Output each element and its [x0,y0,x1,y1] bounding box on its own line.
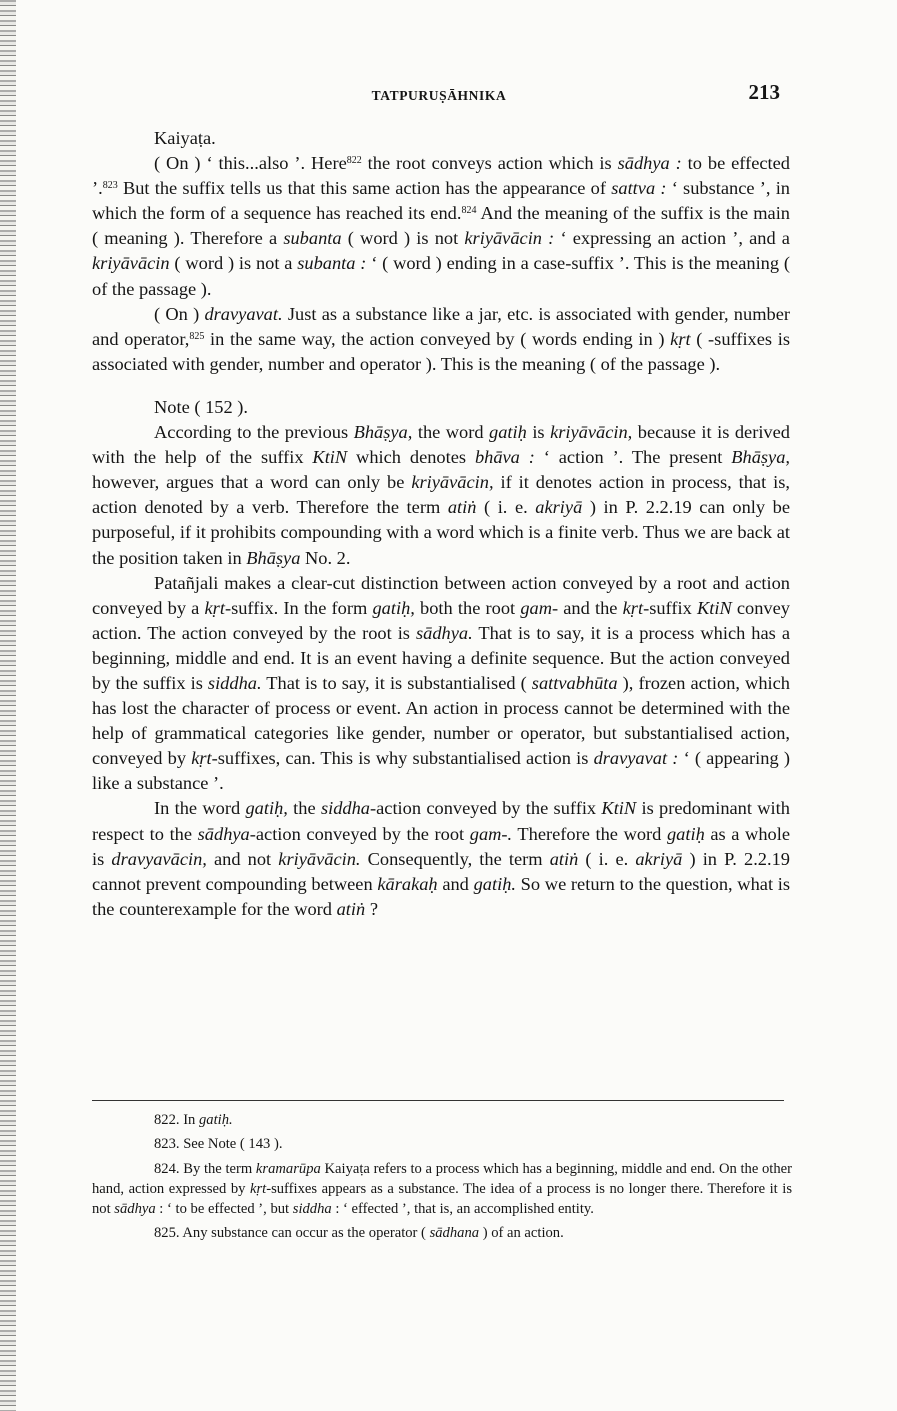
main-text [92,122,790,922]
footnote: 822. In gatiḥ. [154,1112,233,1128]
paragraph: According to the previous Bhāṣya, the word gatiḥ is kriyāvācin, because it is derived with the help of the suffix KtiN which denotes bhāva : ‘ action ’. The present Bhāṣya, however, argues that a word can only be kriyāvācin, if it denotes action in process, that is, action denoted by a verb. Therefore the term atiṅ ( i. e. akriyā ) in P. 2.2.19 can only be purposeful, if it prohibits compounding with a word which is a finite verb. Thus we are back at the position taken in Bhāṣya No. 2. [92,422,791,568]
footnote: 824. By the term kramarūpa Kaiyaṭa refers to a process which has a beginning, middle and end. On the other hand, action expressed by kṛt-suffixes appears as a substance. The idea of a process is no longer there. Therefore it is not sādhya : ‘ to be effected ’, but siddha : ‘ effected ’, that is, an accomplished entity. [92,1160,792,1218]
section-gap [92,377,790,391]
section-heading: Kaiyaṭa. [154,128,216,148]
page-header [92,80,786,108]
footnote: 823. See Note ( 143 ). [154,1136,283,1153]
running-title: TATPURUṢĀHNIKA [371,88,507,103]
scanned-binding-edge [0,0,16,1411]
footnotes [92,1110,792,1248]
paragraph: ( On ) ‘ this...also ’. Here$^{822}$ the root conveys action which is sādhya : to be effected ’.$^{823}$ But the suffix tells us that this same action has the appearance of sattva : ‘ substance ’, in which the form of a sequence has reached its end.$^{824}$ And the meaning of the suffix is the main ( meaning ). Therefore a subanta ( word ) is not kriyāvācin : ‘ expressing an action ’, and a kriyāvācin ( word ) is not a subanta : ‘ ( word ) ending in a case-suffix ’. This is the meaning ( of the passage ). [92,153,791,299]
paragraph: Patañjali makes a clear-cut distinction between action conveyed by a root and action conveyed by a kṛt-suffix. In the form gatiḥ, both the root gam- and the kṛt-suffix KtiN convey action. The action conveyed by the root is sādhya. That is to say, it is a process which has a beginning, middle and end. It is an event having a definite sequence. But the action conveyed by the suffix is siddha. That is to say, it is substantialised ( sattvabhūta ), frozen action, which has lost the character of process or event. An action in process cannot be determined with the help of grammatical categories like gender, number or operator, but substantialised action, conveyed by kṛt-suffixes, can. This is why substantialised action is dravyavat : ‘ ( appearing ) like a substance ’. [92,572,790,794]
footnote: 825. Any substance can occur as the operator ( sādhana ) of an action. [154,1225,564,1242]
page-number: 213 [748,80,780,104]
section-heading: Note ( 152 ). [154,396,248,417]
footnote-rule [92,1100,784,1101]
paragraph: In the word gatiḥ, the siddha-action conveyed by the suffix KtiN is predominant with respect to the sādhya-action conveyed by the root gam-. Therefore the word gatiḥ as a whole is dravyavācin, and not kriyāvācin. Consequently, the term atiṅ ( i. e. akriyā ) in P. 2.2.19 cannot prevent compounding between kārakaḥ and gatiḥ. So we return to the question, what is the counterexample for the word atiṅ ? [92,798,791,919]
paragraph: ( On ) dravyavat. Just as a substance like a jar, etc. is associated with gender, number and operator,$^{825}$ in the same way, the action conveyed by ( words ending in ) kṛt ( -suffixes is associated with gender, number and operator ). This is the meaning ( of the passage ). [92,303,791,374]
